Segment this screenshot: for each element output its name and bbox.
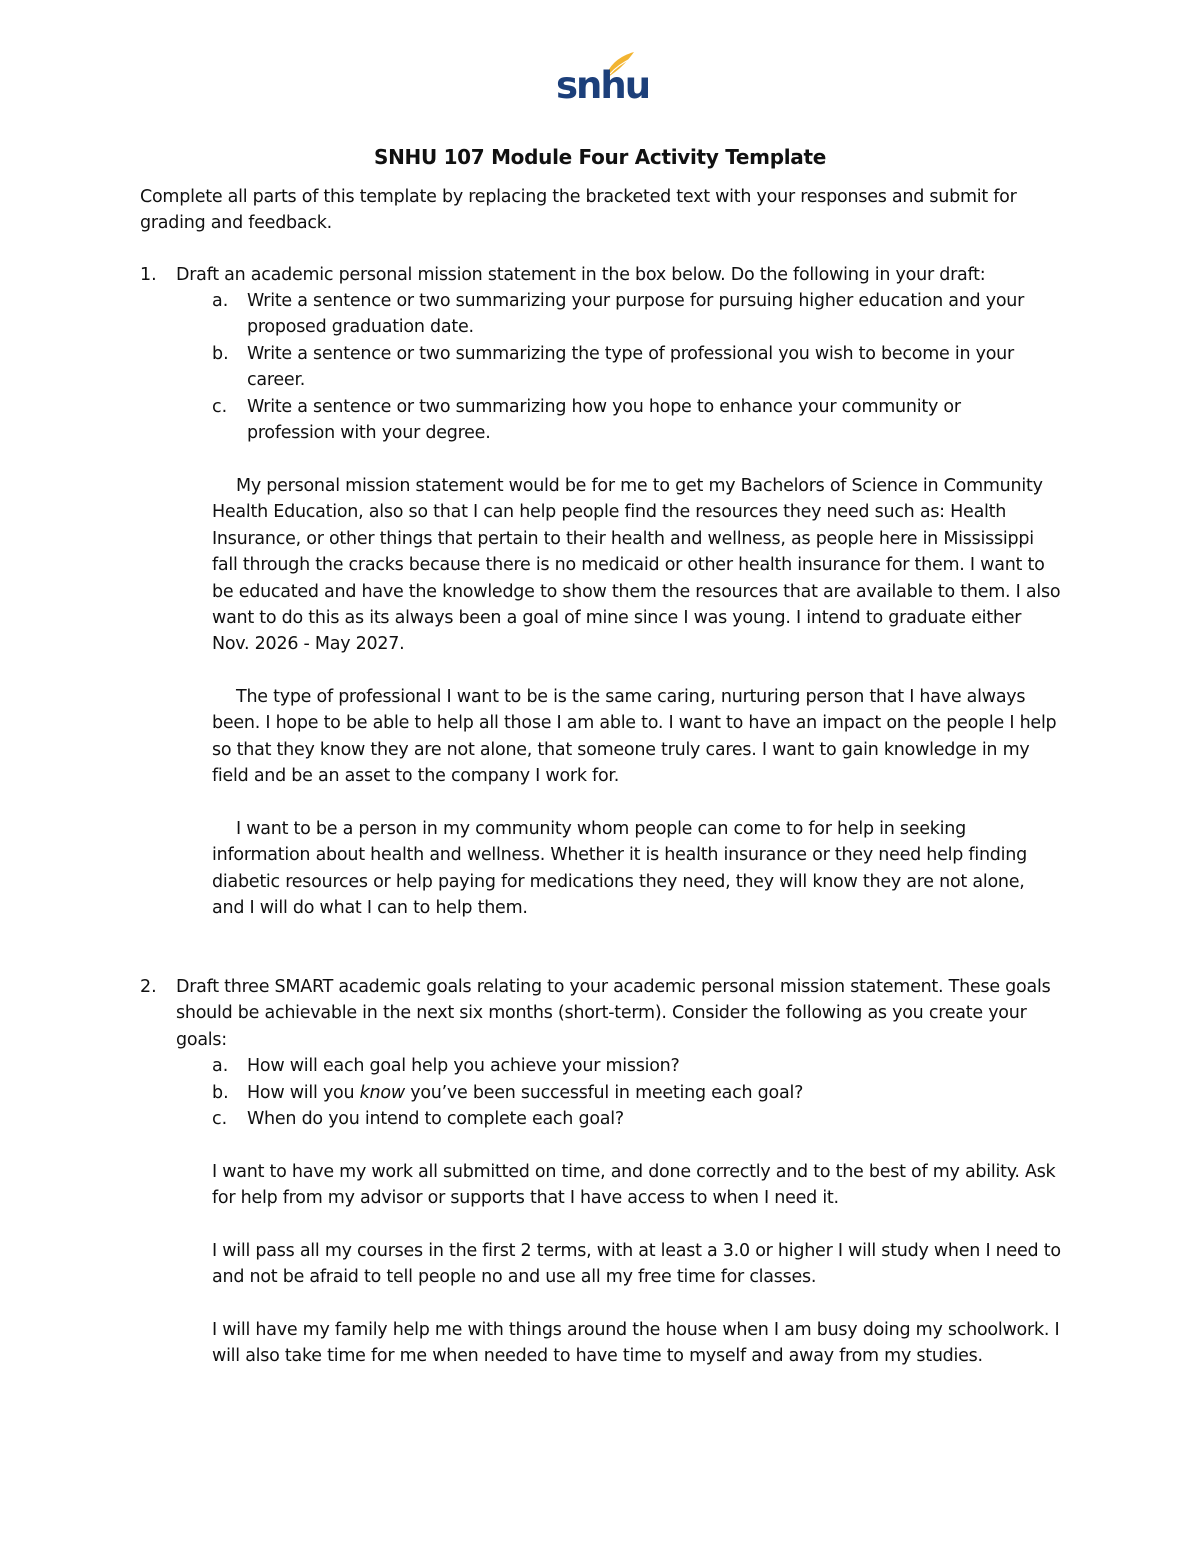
q1-item-a-letter: a. <box>212 291 229 311</box>
q2-answer-3: I will have my family help me with things around the house when I am busy doing my schoolwork. I will also take time for me when needed to have time to myself and away from my studies. <box>212 1320 1060 1367</box>
q2-item-a-text: How will each goal help you achieve your mission? <box>247 1056 680 1076</box>
q2-answer-1: I want to have my work all submitted on time, and done correctly and to the best of my ability. Ask for help from my advisor or supports that I have access to when I need it. <box>212 1162 1056 1209</box>
q2-item-b-post: you’ve been successful in meeting each goal? <box>404 1083 804 1103</box>
snhu-logo <box>556 50 650 108</box>
q1-item-a-text: Write a sentence or two summarizing your purpose for pursuing higher education and your proposed graduation date. <box>247 291 1025 338</box>
q1-answer-2: The type of professional I want to be is the same caring, nurturing person that I have always been. I hope to be able to help all those I am able to. I want to have an impact on the people I help so that they know they are not alone, that someone truly cares. I want to gain knowledge in my field and be an asset to the company I work for. <box>212 687 1057 787</box>
q2-item-a-letter: a. <box>212 1056 229 1076</box>
q1-text: Draft an academic personal mission statement in the box below. Do the following in your draft: <box>176 265 986 285</box>
page-title: SNHU 107 Module Four Activity Template <box>373 145 827 169</box>
q2-item-b-text <box>247 1080 1067 1106</box>
q1-item-c-text: Write a sentence or two summarizing how you hope to enhance your community or profession with your degree. <box>247 397 961 444</box>
q1-answer-1: My personal mission statement would be for me to get my Bachelors of Science in Community Health Education, also so that I can help people find the resources they need such as: Health Insurance, or other things that pertain to their health and wellness, as people here in Mississippi fall through the cracks because there is no medicaid or other health insurance for them. I want to be educated and have the knowledge to show them the resources that are available to them. I also want to do this as its always been a goal of mine since I was young. I intend to graduate either Nov. 2026 - May 2027. <box>212 476 1061 655</box>
q2-number: 2. <box>140 977 157 997</box>
q2-item-c-letter: c. <box>212 1109 228 1129</box>
q2-answer-2: I will pass all my courses in the first 2 terms, with at least a 3.0 or higher I will study when I need to and not be afraid to tell people no and use all my free time for classes. <box>212 1241 1061 1288</box>
q1-answer-3: I want to be a person in my community whom people can come to for help in seeking information about health and wellness. Whether it is health insurance or they need help finding diabetic resources or help paying for medications they need, they will know they are not alone, and I will do what I can to help them. <box>212 819 1027 919</box>
q1-item-b-text: Write a sentence or two summarizing the type of professional you wish to become in your career. <box>247 344 1014 391</box>
q1-item-b-letter: b. <box>212 344 229 364</box>
q1-number: 1. <box>140 265 157 285</box>
q2-item-b-pre: How will you <box>247 1083 360 1103</box>
q2-item-b-letter: b. <box>212 1083 229 1103</box>
q2-item-b-emphasis: know <box>359 1083 405 1103</box>
q2-text: Draft three SMART academic goals relating to your academic personal mission statement. These goals should be achievable in the next six months (short-term). Consider the following as you create your goals: <box>176 977 1051 1050</box>
intro-paragraph: Complete all parts of this template by replacing the bracketed text with your responses and submit for grading and feedback. <box>140 187 1017 234</box>
logo-wordmark: snhu <box>556 64 650 107</box>
q2-item-c-text: When do you intend to complete each goal? <box>247 1109 624 1129</box>
q1-item-c-letter: c. <box>212 397 228 417</box>
